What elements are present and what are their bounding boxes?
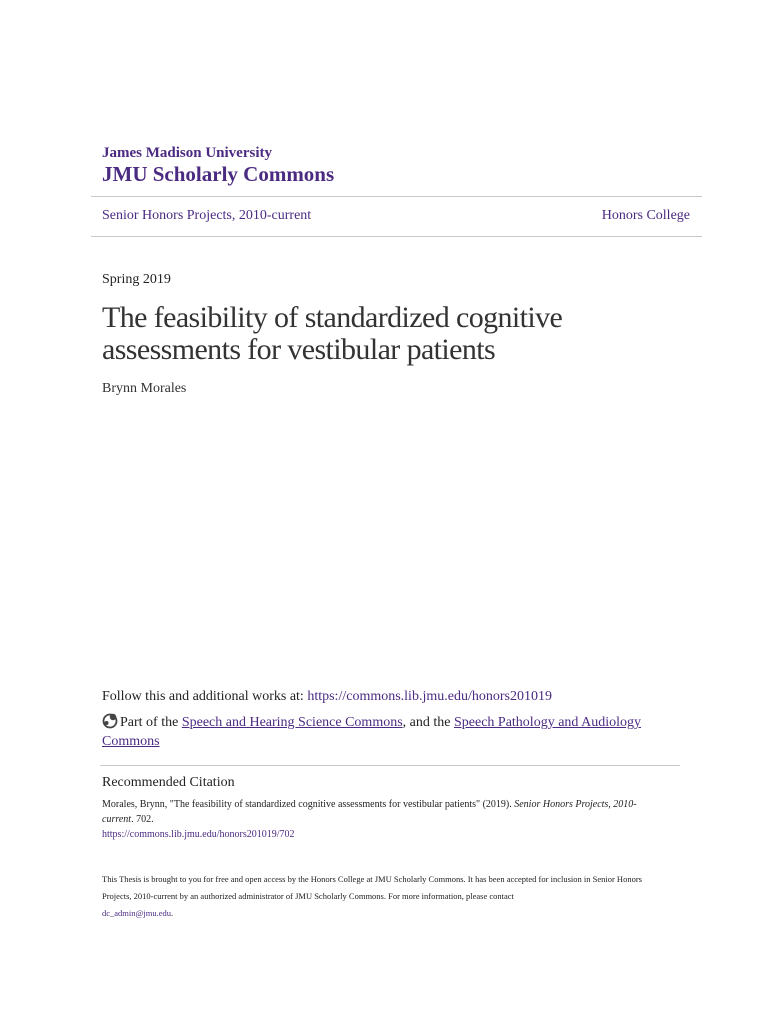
access-notice-text: This Thesis is brought to you for free and open access by the Honors College at JMU Scholarly Commons. It has been accepted for inclusion in Senior Honors Projects, 2010-current by an authorized administrator of JMU Scholarly Commons. For more information, please contact [102, 874, 642, 901]
citation-block [102, 797, 662, 842]
citation-rule [100, 765, 680, 766]
title-line-1: The feasibility of standardized cognitive [102, 301, 563, 334]
commons-link-2[interactable]: Speech Pathology and Audiology Commons [102, 715, 642, 749]
citation-number: . 702. [131, 814, 154, 825]
follow-prefix: Follow this and additional works at: [102, 689, 308, 704]
partof-prefix: Part of the [120, 715, 182, 730]
header-rule-top [91, 196, 702, 197]
college-link[interactable]: Honors College [601, 208, 690, 223]
commons-link-1[interactable]: Speech and Hearing Science Commons [181, 715, 403, 730]
title-line-2: assessments for vestibular patients [102, 333, 496, 366]
author-name: Brynn Morales [102, 381, 187, 396]
follow-line [102, 689, 552, 705]
series-link[interactable]: Senior Honors Projects, 2010-current [102, 208, 312, 223]
publication-date: Spring 2019 [102, 272, 171, 287]
citation-heading: Recommended Citation [102, 775, 235, 790]
citation-series: Senior Honors Projects, 2010-current [102, 799, 637, 825]
citation-url[interactable]: https://commons.lib.jmu.edu/honors201019/702 [102, 829, 295, 840]
access-notice-end: . [170, 908, 174, 918]
citation-text: Morales, Brynn, "The feasibility of standardized cognitive assessments for vestibular patients" (2019). [102, 799, 515, 810]
header-rule-bottom [91, 236, 702, 237]
access-notice [102, 871, 672, 922]
partof-middle: , and the [402, 715, 454, 730]
follow-url[interactable]: https://commons.lib.jmu.edu/honors201019 [307, 689, 552, 704]
part-of-line [102, 713, 672, 751]
commons-network-icon [102, 713, 118, 729]
contact-email[interactable]: dc_admin@jmu.edu [102, 908, 171, 918]
paper-title [102, 302, 662, 366]
university-name: James Madison University [102, 145, 272, 161]
repository-name[interactable]: JMU Scholarly Commons [102, 162, 335, 186]
